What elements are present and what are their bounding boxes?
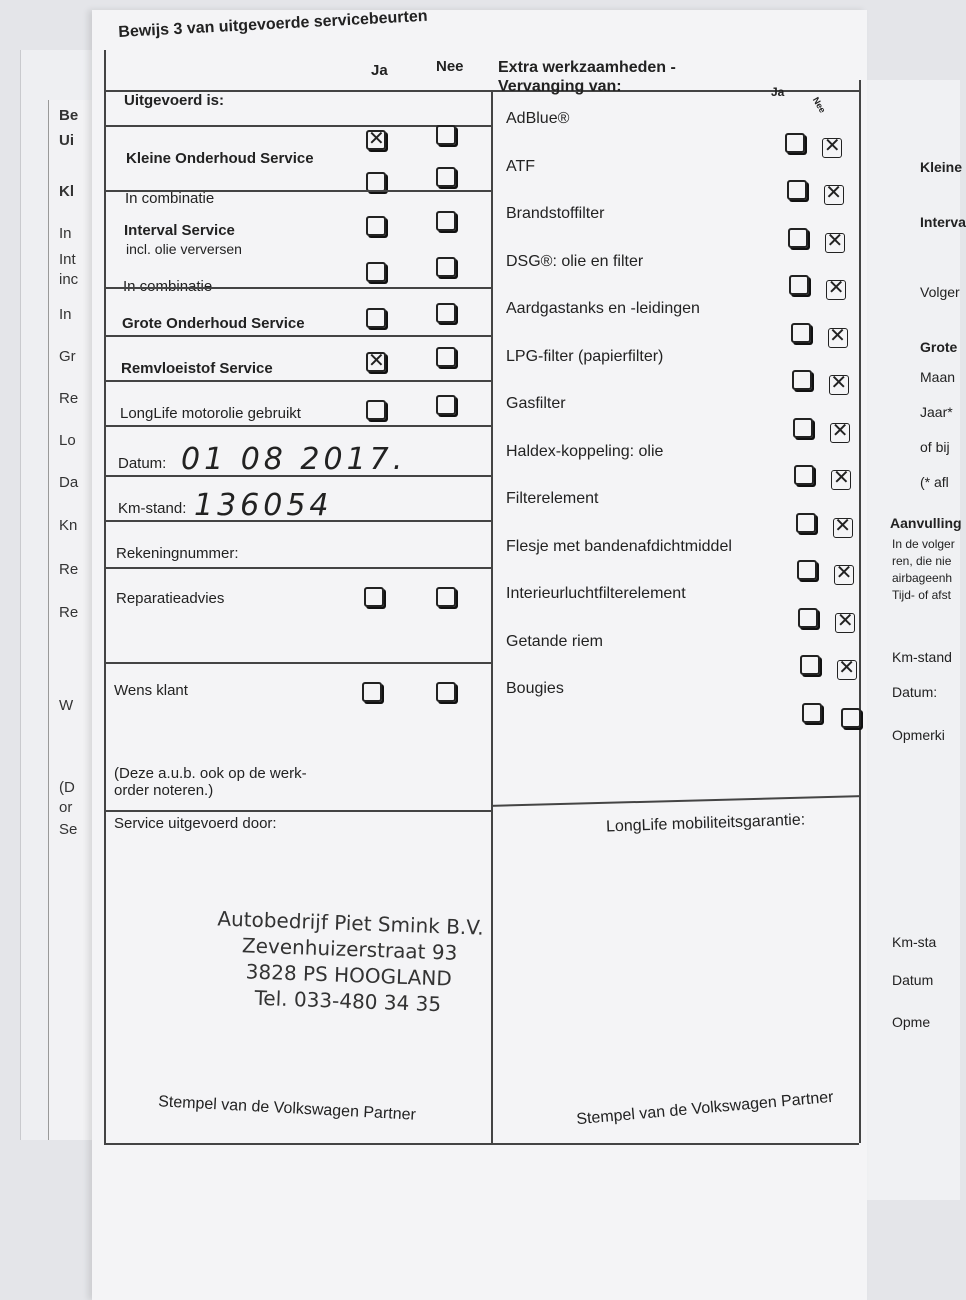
nee-checkbox[interactable]: [436, 211, 456, 231]
wens-ja-checkbox[interactable]: [362, 682, 382, 702]
ja-checkbox[interactable]: [366, 308, 386, 328]
right-page-fragment: ren, die nie: [892, 554, 952, 568]
service-form: [104, 50, 859, 1145]
extra-item-label: Bougies: [506, 680, 564, 697]
extra-nee-checkbox[interactable]: ✕: [830, 372, 848, 394]
left-page-fragment: Se: [59, 821, 78, 838]
row-divider: [491, 795, 861, 807]
right-border: [859, 80, 861, 1143]
longlife-label: LongLife mobiliteitsgarantie:: [605, 811, 806, 836]
stamp-street: Zevenhuizerstraat 93: [241, 933, 458, 965]
extra-item-label: Aardgastanks en -leidingen: [506, 300, 700, 317]
ja-checkbox[interactable]: ✕: [368, 128, 385, 150]
nee-checkbox[interactable]: [436, 125, 456, 145]
extra-nee-checkbox[interactable]: ✕: [823, 134, 841, 157]
left-page-fragment: Re: [59, 561, 79, 578]
right-page-fragment: Grote: [920, 339, 958, 355]
right-page-fragment: Km-sta: [892, 934, 937, 950]
col-nee: Nee: [436, 58, 464, 75]
right-page-fragment: Jaar*: [920, 404, 953, 420]
extra-item-label: DSG®: olie en filter: [506, 252, 644, 270]
extra-item-label: AdBlue®: [506, 110, 570, 127]
extra-title: Extra werkzaamheden - Vervanging van:: [498, 59, 676, 95]
extra-nee-checkbox[interactable]: ✕: [833, 467, 850, 489]
uitgevoerd-label: Uitgevoerd is:: [124, 92, 225, 109]
km-value[interactable]: 136054: [194, 488, 333, 523]
row-divider: [106, 335, 491, 337]
ja-checkbox[interactable]: [366, 262, 386, 282]
extra-ja-checkbox[interactable]: [788, 228, 808, 248]
page-title: Bewijs 3 van uitgevoerde servicebeurten: [118, 7, 428, 41]
extra-nee-checkbox[interactable]: ✕: [831, 419, 849, 442]
service-page: [92, 7, 867, 1300]
right-page-fragment: Opmerki: [892, 727, 945, 743]
extra-nee-checkbox[interactable]: ✕: [834, 514, 852, 537]
right-page-fragment: Datum: [892, 972, 934, 988]
service-label: LongLife motorolie gebruikt: [120, 405, 301, 422]
extra-ja-checkbox[interactable]: [802, 703, 822, 723]
wens-label: Wens klant: [114, 682, 188, 699]
row-divider: [106, 662, 491, 664]
right-page-fragment: airbageenh: [892, 571, 953, 585]
right-page-fragment: Aanvulling: [890, 515, 962, 531]
right-page-fragment: Km-stand: [892, 649, 952, 665]
extra-item-label: Filterelement: [506, 490, 599, 507]
wens-nee-checkbox[interactable]: [436, 682, 456, 702]
right-page-fragment: Volger: [920, 284, 960, 300]
extra-col-ja: Ja: [771, 85, 785, 99]
wens-note: (Deze a.u.b. ook op de werk-order noteren.): [114, 765, 307, 799]
right-page-fragment: of bij: [920, 439, 950, 455]
extra-ja-checkbox[interactable]: [789, 275, 809, 295]
extra-item-label: Gasfilter: [506, 395, 566, 412]
row-divider: [106, 567, 491, 569]
extra-item-label: ATF: [506, 157, 536, 175]
left-page-fragment: Gr: [59, 348, 76, 365]
extra-ja-checkbox[interactable]: [793, 418, 813, 438]
dealer-stamp: [214, 905, 484, 1018]
extra-ja-checkbox[interactable]: [794, 465, 814, 485]
left-page-fragment: Kn: [59, 517, 78, 534]
extra-nee-checkbox[interactable]: ✕: [838, 657, 855, 679]
extra-nee-checkbox[interactable]: ✕: [836, 609, 854, 632]
right-page-fragment: Datum:: [892, 684, 938, 700]
nee-checkbox[interactable]: [436, 167, 456, 187]
extra-col-nee: Nee: [810, 95, 828, 115]
left-page-fragment: inc: [59, 271, 79, 288]
nee-checkbox[interactable]: [436, 303, 456, 323]
left-page-fragment: In: [59, 306, 72, 323]
extra-item-label: Getande riem: [506, 632, 603, 650]
extra-ja-checkbox[interactable]: [792, 370, 812, 390]
extra-item-label: Flesje met bandenafdichtmiddel: [506, 537, 732, 555]
extra-item-label: Haldex-koppeling: olie: [506, 442, 664, 460]
extra-nee-checkbox[interactable]: ✕: [829, 324, 846, 347]
row-divider: [106, 810, 491, 812]
service-label: Interval Service: [124, 222, 235, 239]
right-page-fragment: Kleine: [920, 159, 963, 175]
ja-checkbox[interactable]: ✕: [368, 350, 385, 372]
left-page-fragment: (D: [59, 779, 75, 796]
left-page-fragment: Int: [59, 251, 76, 268]
extra-nee-checkbox[interactable]: ✕: [825, 182, 842, 204]
col-ja: Ja: [371, 62, 388, 79]
left-page-fragment: In: [59, 225, 72, 242]
extra-nee-checkbox[interactable]: ✕: [826, 229, 844, 252]
km-label: Km-stand:: [118, 500, 187, 517]
left-page-fragment: Da: [59, 474, 79, 491]
ja-checkbox[interactable]: [366, 216, 386, 236]
right-page-fragment: Opme: [892, 1014, 931, 1030]
row-divider: [106, 190, 491, 192]
nee-checkbox[interactable]: [436, 395, 456, 415]
service-label: Kleine Onderhoud Service: [126, 150, 314, 167]
service-sublabel: incl. olie verversen: [126, 241, 242, 257]
extra-ja-checkbox[interactable]: [787, 180, 807, 200]
reparatie-nee-checkbox[interactable]: [436, 587, 456, 607]
left-page-fragment: Re: [59, 390, 79, 407]
service-label: In combinatie: [125, 190, 215, 207]
right-page-fragment: Interva: [920, 214, 966, 230]
row-divider: [106, 425, 491, 427]
extra-item-label: Interieurluchtfilterelement: [506, 585, 686, 602]
extra-item-label: Brandstoffilter: [506, 205, 605, 222]
service-label: Remvloeistof Service: [121, 360, 273, 377]
left-page-fragment: W: [59, 697, 74, 714]
extra-ja-checkbox[interactable]: [798, 608, 818, 628]
extra-ja-checkbox[interactable]: [800, 655, 820, 675]
nee-checkbox[interactable]: [436, 257, 456, 277]
service-label: Grote Onderhoud Service: [122, 315, 305, 332]
left-page-fragment: Kl: [59, 183, 74, 200]
rekening-label: Rekeningnummer:: [116, 545, 239, 562]
left-page-fragment: Re: [59, 604, 79, 621]
extra-nee-checkbox[interactable]: ✕: [835, 562, 853, 584]
ja-checkbox[interactable]: [366, 172, 386, 192]
right-page-fragment: Tijd- of afst: [892, 588, 951, 602]
extra-ja-checkbox[interactable]: [796, 513, 816, 533]
stamp-caption-left: Stempel van de Volkswagen Partner: [157, 1093, 417, 1124]
service-door-label: Service uitgevoerd door:: [114, 815, 277, 832]
left-page-fragment: Be: [59, 107, 79, 124]
row-divider: [106, 380, 491, 382]
nee-checkbox[interactable]: [436, 347, 456, 367]
service-label: In combinatie: [123, 278, 213, 295]
stamp-tel: Tel. 033-480 34 35: [254, 985, 442, 1017]
left-page-fragment: or: [59, 799, 73, 816]
row-divider: [106, 125, 491, 127]
row-divider: [106, 287, 491, 289]
datum-label: Datum:: [118, 455, 167, 472]
extra-nee-checkbox[interactable]: [841, 708, 861, 728]
extra-ja-checkbox[interactable]: [797, 560, 817, 580]
extra-nee-checkbox[interactable]: ✕: [827, 277, 845, 299]
right-page-fragment: (* afl: [920, 474, 949, 490]
extra-item-label: LPG-filter (papierfilter): [506, 347, 664, 365]
left-page-fragment: Ui: [59, 132, 74, 149]
extra-ja-checkbox[interactable]: [791, 323, 811, 343]
extra-ja-checkbox[interactable]: [785, 133, 805, 153]
right-page-fragment: In de volger: [892, 537, 955, 551]
reparatie-ja-checkbox[interactable]: [364, 587, 384, 607]
right-page-fragment: Maan: [920, 369, 956, 385]
ja-checkbox[interactable]: [366, 400, 386, 420]
stamp-caption-right: Stempel van de Volkswagen Partner: [575, 1088, 835, 1129]
previous-page-edge: [48, 100, 92, 1140]
column-divider: [491, 90, 493, 1143]
datum-value[interactable]: 01 08 2017.: [181, 442, 407, 477]
left-page-fragment: Lo: [59, 432, 76, 449]
reparatie-label: Reparatieadvies: [116, 590, 225, 607]
stamp-city: 3828 PS HOOGLAND: [245, 959, 453, 991]
stamp-name: Autobedrijf Piet Smink B.V.: [217, 906, 485, 940]
